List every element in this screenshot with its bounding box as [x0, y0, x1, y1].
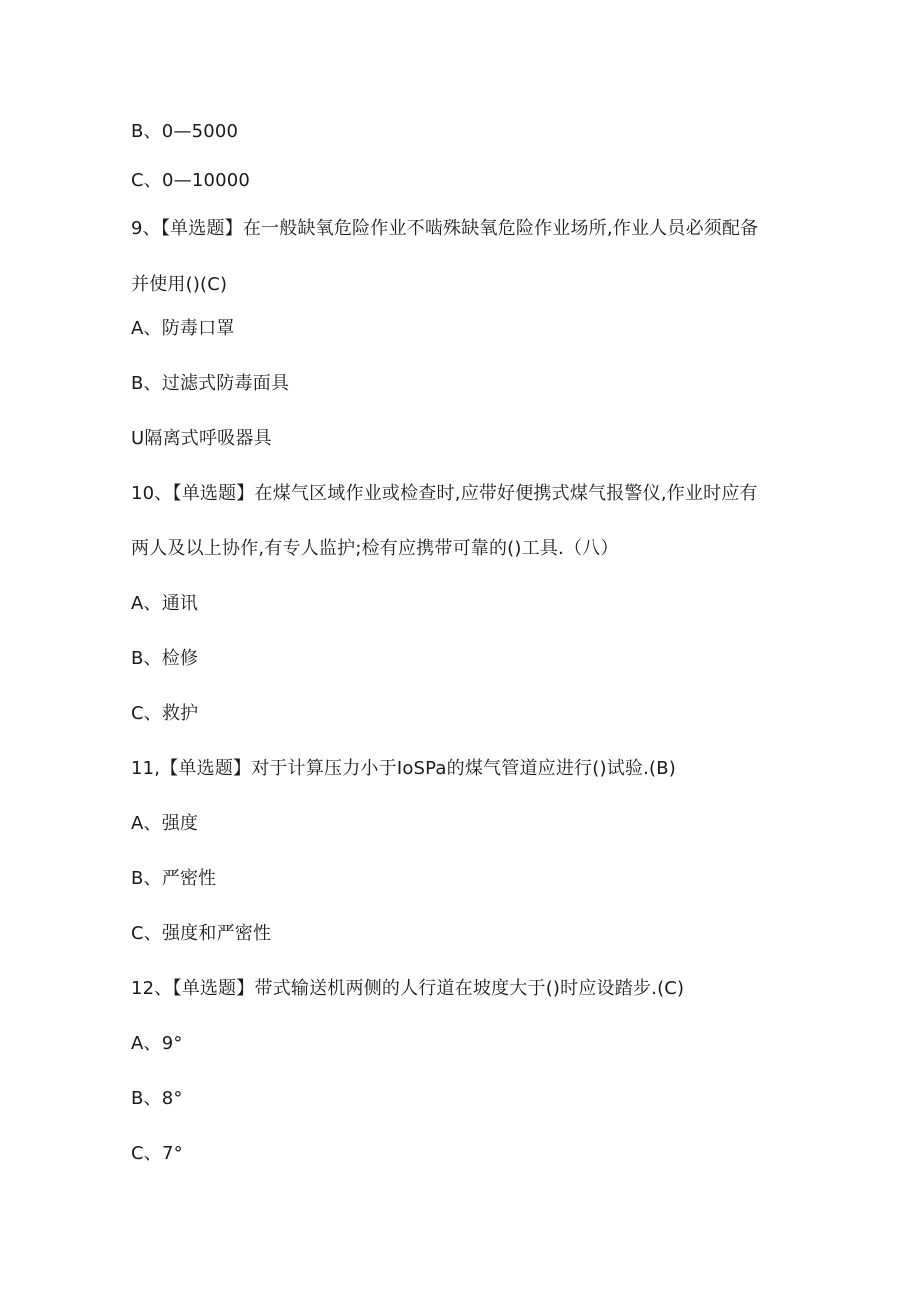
- question-12: 12、【单选题】带式输送机两侧的人行道在坡度大于()时应设踏步.(C): [131, 978, 685, 999]
- option-a-q11: A、强度: [131, 813, 199, 834]
- option-c-q11: C、强度和严密性: [131, 923, 272, 944]
- option-c-q9: U隔离式呼吸器具: [131, 428, 272, 449]
- option-a-q9: A、防毒口罩: [131, 318, 235, 339]
- option-c-q10: C、救护: [131, 703, 199, 724]
- option-c-q8: C、0—10000: [131, 170, 251, 191]
- question-11: 11,【单选题】对于计算压力小于IoSPa的煤气管道应进行()试验.(B): [131, 758, 677, 779]
- option-a-q12: A、9°: [131, 1033, 183, 1054]
- question-9-line-1: 9、【单选题】在一般缺氧危险作业不啮殊缺氧危险作业场所,作业人员必须配备: [131, 218, 759, 239]
- question-10-line-1: 10、【单选题】在煤气区域作业或检查时,应带好便携式煤气报警仪,作业时应有: [131, 483, 758, 504]
- option-b-q10: B、检修: [131, 648, 199, 669]
- option-b-q12: B、8°: [131, 1088, 183, 1109]
- option-a-q10: A、通讯: [131, 593, 199, 614]
- option-b-q9: B、过滤式防毒面具: [131, 373, 290, 394]
- option-c-q12: C、7°: [131, 1143, 183, 1164]
- option-b-q8: B、0—5000: [131, 121, 239, 142]
- option-b-q11: B、严密性: [131, 868, 217, 889]
- question-10-line-2: 两人及以上协作,有专人监护;检有应携带可靠的()工具.（八）: [131, 538, 619, 559]
- question-9-line-2: 并使用()(C): [131, 274, 228, 295]
